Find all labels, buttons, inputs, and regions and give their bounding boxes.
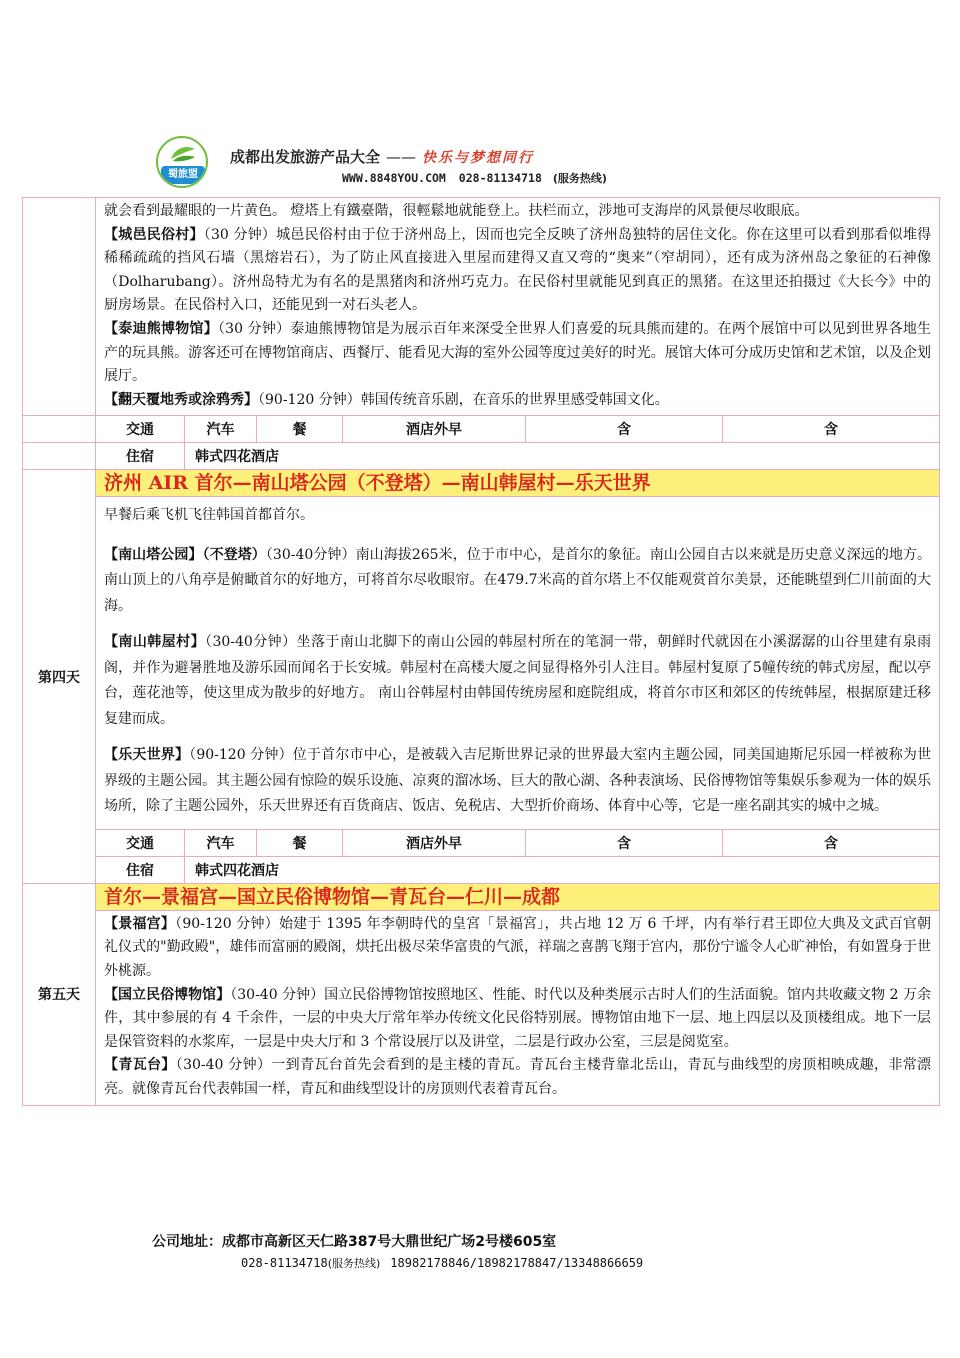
brand-logo[interactable] [156,136,208,188]
paragraph [104,200,931,224]
highlight-heading: 【南山韩屋村】 [104,634,206,651]
brand-line [230,146,534,167]
dinner-value: 含 [723,416,940,443]
transport-value: 汽车 [185,416,257,443]
day5-route-title: 首尔—景福宫—国立民俗博物馆—青瓦台—仁川—成都 [96,884,939,910]
day4-lodging-row [23,856,940,883]
header-phone: 028-81134718 [458,171,542,185]
day4-label: 第四天 [23,470,96,884]
highlight-heading: 【城邑民俗村】 [104,226,204,243]
day3-body [96,198,939,415]
hotel-value: 韩式四花酒店 [185,856,940,883]
day3-day-cell [23,198,96,416]
paragraph-text: 早餐后乘飞机飞往韩国首都首尔。 [104,507,314,524]
page-footer [152,1231,643,1271]
paragraph-text: 就会看到最耀眼的一片黄色。 燈塔上有鐵臺階，很輕鬆地就能登上。扶栏而立，涉地可支海岸的风景便尽收眼底。 [104,203,809,219]
paragraph [104,630,931,732]
dinner-value: 含 [723,829,940,856]
day3-content-cell [96,198,940,416]
address-label: 公司地址： [152,1234,222,1250]
paragraph [104,224,931,318]
highlight-heading: 【泰迪熊博物馆】 [104,320,218,337]
paragraph [104,743,931,820]
brand-slogan: 快乐与梦想同行 [422,150,535,166]
footer-phones [241,1255,643,1271]
paragraph [104,318,931,389]
highlight-heading: 【景福宫】 [104,915,176,932]
itinerary-table [22,197,940,1106]
day5-content-cell [96,910,940,1105]
paragraph-text: （30 分钟）泰迪熊博物馆是为展示百年来深受全世界人们喜爱的玩具熊而建的。在两个展馆中可以见到世界各地生产的玩具熊。游客还可在博物馆商店、西餐厅、能看见大海的室外公园等度过美好的时光。展馆大体可分成历史馆和艺术馆，以及企划展厅。 [104,320,932,385]
paragraph-text: （30-40分钟）坐落于南山北脚下的南山公园的韩屋村所在的笔洞一带，朝鲜时代就因在小溪潺潺的山谷里建有泉雨阁，并作为避暑胜地及游乐园而闻名于长安城。韩屋村在高楼大厦之间显得格外引人注目。韩屋村复原了5幢传统的韩式房屋，配以亭台，莲花池等，使这里成为散步的好地方。 南山谷韩屋村由韩国传统房屋和庭院组成，将首尔市区和郊区的传统韩屋，根据原建迁移复建而成。 [104,634,932,727]
meal-label: 餐 [257,829,343,856]
day4-route-title: 济州 AIR 首尔—南山塔公园（不登塔）—南山韩屋村—乐天世界 [96,470,939,496]
address-value: 成都市高新区天仁路387号大鼎世纪广场2号楼605室 [222,1234,557,1250]
breakfast-value: 酒店外早 [343,416,526,443]
lodging-label: 住宿 [96,856,185,883]
footer-hotline-note: (服务热线) [327,1257,381,1270]
highlight-heading: 【翻天覆地秀或涂鸦秀】 [104,391,258,408]
website-link[interactable]: WWW.8848YOU.COM [342,171,446,185]
paragraph [104,543,931,620]
paragraph [104,984,931,1055]
day5-label: 第五天 [23,883,96,1105]
lodging-label: 住宿 [96,443,185,470]
brand-name: 成都出发旅游产品大全 [230,148,381,166]
day3-lodging-row [23,443,940,470]
transport-value: 汽车 [185,829,257,856]
paragraph-text: （30-40 分钟）国立民俗博物馆按照地区、性能、时代以及种类展示古时人们的生活面貌。馆内共收藏文物 2 万余件，其中参展的有 4 千余件，一层的中央大厅常年举办传统文化民俗特别展。博物馆由地下一层、地上四层以及顶楼组成。地下一层是保管资料的水浆库，一层是中央大厅和 3 个常设展厅以及讲堂，二层是行政办公室，三层是阅览室。 [104,986,932,1050]
paragraph-text: （90-120 分钟）始建于 1395 年李朝時代的皇宮「景福宮」，共占地 12 万 6 千坪，内有举行君王即位大典及文武百官朝礼仪式的"勤政殿"，雄伟而富丽的殿阁，烘托出极尽荣华富贵的气派，祥瑞之喜鹊飞翔于宫内，那份宁谧令人心旷神怡，有如置身于世外桃源。 [104,915,932,980]
paragraph-text: （30-40分钟）南山海拔265米，位于市中心，是首尔的象征。南山公园自古以来就是历史意义深远的地方。南山顶上的八角亭是俯瞰首尔的好地方，可将首尔尽收眼帘。在479.7米高的首尔塔上不仅能观赏首尔美景，还能眺望到仁川前面的大海。 [104,546,932,614]
paragraph [104,1054,931,1101]
paragraph-text: （90-120 分钟）位于首尔市中心，是被载入吉尼斯世界记录的世界最大室内主题公园，同美国迪斯尼乐园一样被称为世界级的主题公园。其主题公园有惊险的娱乐设施、凉爽的溜冰场、巨大的散心湖、各种表演场、民俗博物馆等集娱乐参观为一体的娱乐场所，除了主题公园外，乐天世界还有百货商店、饭店、免税店、大型折价商场、体育中心等，它是一座名副其实的城中之城。 [104,747,932,815]
footer-phone: 028-81134718 [241,1256,328,1270]
day5-title-cell [96,883,940,910]
paragraph-text: （90-120 分钟）韩国传统音乐剧，在音乐的世界里感受韩国文化。 [258,391,669,408]
highlight-heading: 【国立民俗博物馆】 [104,986,231,1003]
paragraph-text: （30 分钟）城邑民俗村由于位于济州岛上，因而也完全反映了济州岛独特的居住文化。你在这里可以看到那看似堆得稀稀疏疏的挡风石墙（黑熔岩石），为了防止风直接进入里屋而建得又直又弯的“奥来”（窄胡同），还有成为济州岛之象征的石神像（Dolharubang）。济州岛特尤为有名的是黑猪肉和济州巧克力。在民俗村里就能见到真正的黑猪。在这里还拍摄过《大长今》中的厨房场景。在民俗村入口，还能见到一对石头老人。 [104,226,932,314]
day5-title-row [23,883,940,910]
paragraph [104,389,931,413]
day4-meal-row [23,829,940,856]
hotel-value: 韩式四花酒店 [185,443,940,470]
breakfast-value: 酒店外早 [343,829,526,856]
brand-dash: —— [386,148,417,166]
page-header [0,0,960,196]
day4-content-cell [96,497,940,830]
day4-title-row [23,470,940,497]
lunch-value: 含 [526,829,723,856]
lunch-value: 含 [526,416,723,443]
meal-label: 餐 [257,416,343,443]
day3-day-cell-cont [23,416,96,443]
paragraph [104,503,931,529]
logo-text: 蜀旅盟 [161,166,205,184]
day5-body [96,911,939,1105]
day3-content-row [23,198,940,416]
footer-address [152,1231,643,1251]
day4-body [96,497,939,829]
highlight-heading: 【南山塔公园】（不登塔） [104,546,266,563]
header-hotline-note: (服务热线) [552,172,607,185]
day4-content-row [23,497,940,830]
paragraph [104,913,931,984]
day4-title-cell [96,470,940,497]
transport-label: 交通 [96,829,185,856]
footer-mobiles: 18982178846/18982178847/13348866659 [390,1256,644,1270]
highlight-heading: 【青瓦台】 [104,1057,176,1074]
highlight-heading: 【乐天世界】 [104,747,190,764]
day3-day-cell-cont2 [23,443,96,470]
day5-content-row [23,910,940,1105]
leaf-logo-icon [169,145,197,163]
contact-line [342,170,607,186]
transport-label: 交通 [96,416,185,443]
paragraph-text: （30-40 分钟）一到青瓦台首先会看到的是主楼的青瓦。青瓦台主楼背靠北岳山，青瓦与曲线型的房顶相映成趣，非常漂亮。就像青瓦台代表韩国一样，青瓦和曲线型设计的房顶则代表着青瓦台。 [104,1057,932,1097]
day3-meal-row [23,416,940,443]
